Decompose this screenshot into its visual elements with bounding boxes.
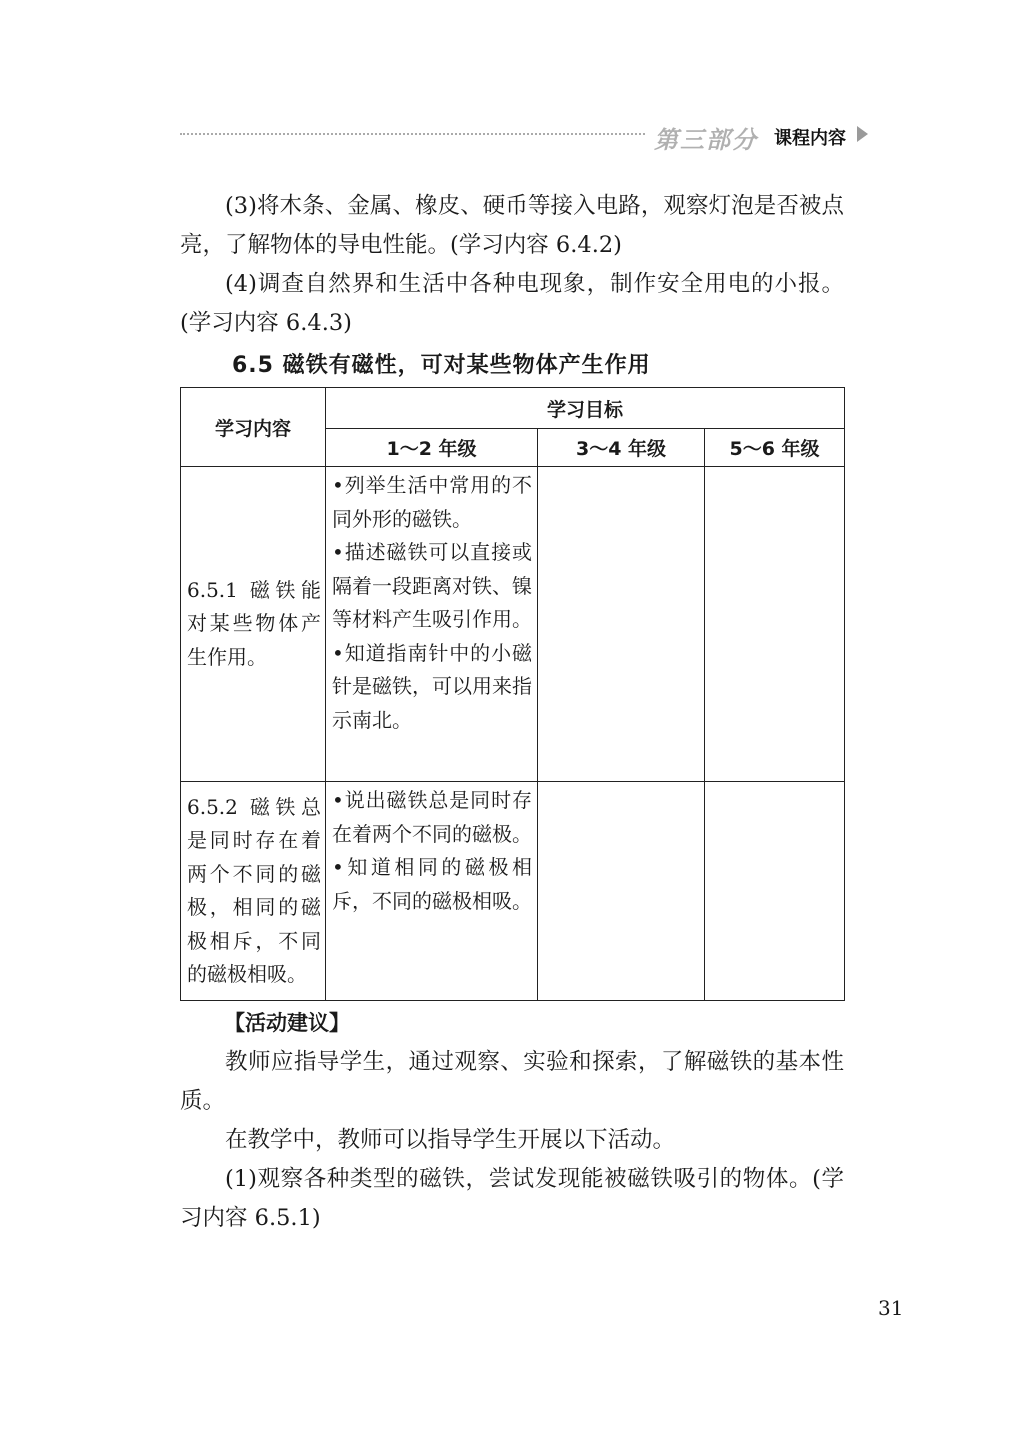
goal-item: •知道指南针中的小磁针是磁铁，可以用来指示南北。 [332, 640, 532, 732]
goal-item: •知道相同的磁极相斥，不同的磁极相吸。 [332, 855, 532, 913]
paragraph-teaching: 在教学中，教师可以指导学生开展以下活动。 [225, 1127, 676, 1153]
goal-item: •说出磁铁总是同时存在着两个不同的磁极。 [332, 788, 532, 846]
goals-6-5-2-grade-5-6 [705, 782, 845, 1001]
header-grade-5-6: 5～6 年级 [705, 429, 845, 467]
goals-6-5-1-grade-1-2 [326, 467, 538, 782]
paragraph-activity-3: (3)将木条、金属、橡皮、硬币等接入电路，观察灯泡是否被点亮，了解物体的导电性能。(学习内容 6.4.2) [180, 193, 844, 258]
header-section-title: 课程内容 [774, 128, 846, 149]
goals-6-5-2-grade-3-4 [538, 782, 705, 1001]
header-learning-content: 学习内容 [181, 388, 326, 467]
page-number: 31 [878, 1296, 904, 1320]
goals-6-5-2-grade-1-2 [326, 782, 538, 1001]
goals-6-5-1-grade-5-6 [705, 467, 845, 782]
paragraph-activity-1: (1)观察各种类型的磁铁，尝试发现能被磁铁吸引的物体。(学习内容 6.5.1) [180, 1166, 844, 1231]
learning-goals-table [180, 387, 845, 1001]
goal-item: •描述磁铁可以直接或隔着一段距离对铁、镍等材料产生吸引作用。 [332, 540, 532, 631]
triangle-right-icon [857, 126, 868, 142]
content-6-5-1: 6.5.1 磁铁能对某些物体产生作用。 [181, 467, 326, 782]
section-subtitle: 6.5 磁铁有磁性，可对某些物体产生作用 [232, 353, 651, 378]
table-row [181, 467, 845, 782]
paragraph-activity-4: (4)调查自然界和生活中各种电现象，制作安全用电的小报。(学习内容 6.4.3) [180, 271, 844, 336]
header-part-title: 第三部分 [654, 125, 758, 154]
header-grade-3-4: 3～4 年级 [538, 429, 705, 467]
header-dotted-rule [180, 133, 645, 135]
activity-suggestions-heading: 【活动建议】 [224, 1011, 350, 1035]
header-grade-1-2: 1～2 年级 [326, 429, 538, 467]
content-6-5-2: 6.5.2 磁铁总是同时存在着两个不同的磁极，相同的磁极相斥，不同的磁极相吸。 [181, 782, 326, 1001]
table-header-row [181, 388, 845, 429]
table-row [181, 782, 845, 1001]
goals-6-5-1-grade-3-4 [538, 467, 705, 782]
running-header [180, 118, 880, 152]
goal-item: •列举生活中常用的不同外形的磁铁。 [332, 473, 532, 531]
paragraph-guidance: 教师应指导学生，通过观察、实验和探索，了解磁铁的基本性质。 [180, 1049, 844, 1114]
header-learning-goals: 学习目标 [326, 388, 845, 429]
